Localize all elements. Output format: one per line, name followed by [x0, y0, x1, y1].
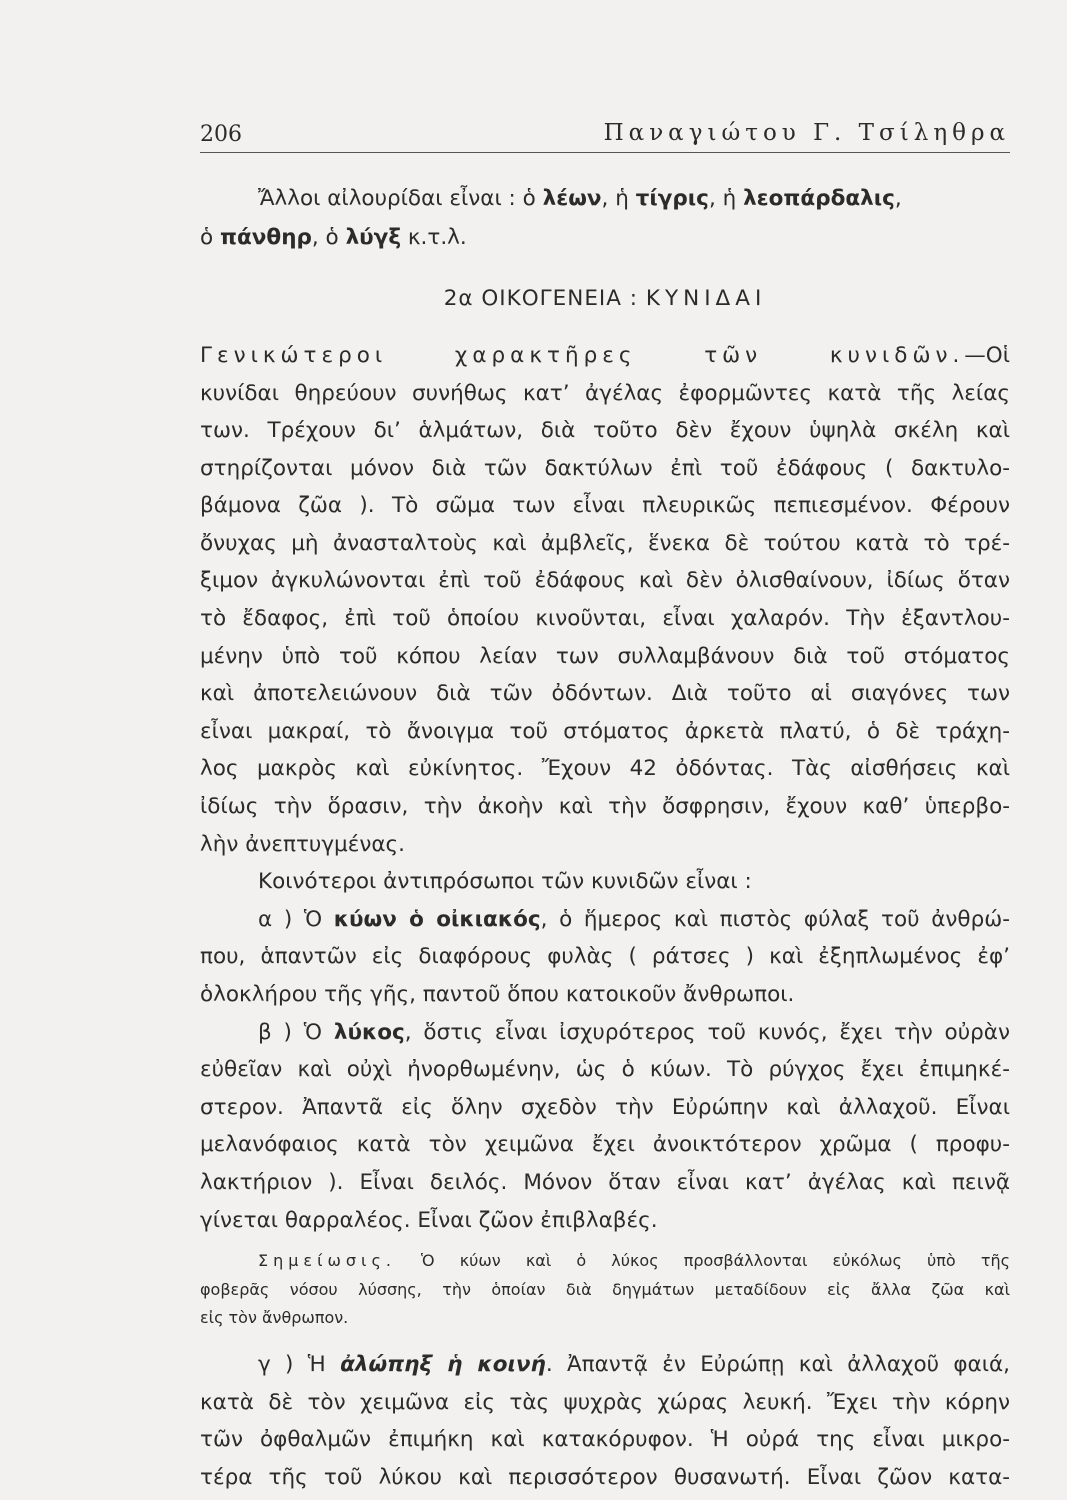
- text-line: στερον. Ἀπαντᾶ εἰς ὅλην σχεδὸν τὴν Εὐρώπην καὶ ἀλλαχοῦ. Εἶναι: [200, 1094, 1010, 1120]
- text-line: μένην ὑπὸ τοῦ κόπου λείαν των συλλαμβάνουν διὰ τοῦ στόματος: [200, 643, 1010, 669]
- text-line: εἶναι μακραί, τὸ ἄνοιγμα τοῦ στόματος ἀρκετὰ πλατύ, ὁ δὲ τράχη-: [200, 718, 1010, 744]
- family-heading: 2α ΟΙΚΟΓΕΝΕΙΑ : ΚΥΝΙΔΑΙ: [443, 285, 767, 311]
- text-line: τέρα τῆς τοῦ λύκου καὶ περισσότερον θυσανωτή. Εἶναι ζῶον κατα-: [200, 1465, 1010, 1490]
- text-line: βάμονα ζῶα ). Τὸ σῶμα των εἶναι πλευρικῶς πεπιεσμένον. Φέρουν: [200, 493, 1010, 519]
- text-line: ὁ πάνθηρ, ὁ λύγξ κ.τ.λ.: [200, 225, 467, 251]
- text-line: ξιμον ἀγκυλώνονται ἐπὶ τοῦ ἐδάφους καὶ δὲν ὀλισθαίνουν, ἰδίως ὅταν: [200, 568, 1010, 594]
- text-line: κατὰ δὲ τὸν χειμῶνα εἰς τὰς ψυχρὰς χώρας λευκή. Ἔχει τὴν κόρην: [200, 1389, 1010, 1415]
- text-line: ὁλοκλήρου τῆς γῆς, παντοῦ ὅπου κατοικοῦν ἄνθρωποι.: [200, 981, 795, 1007]
- text-line: καὶ ἀποτελειώνουν διὰ τῶν ὀδόντων. Διὰ τοῦτο αἱ σιαγόνες των: [200, 681, 1010, 707]
- text-line: ὄνυχας μὴ ἀνασταλτοὺς καὶ ἀμβλεῖς, ἕνεκα δὲ τούτου κατὰ τὸ τρέ-: [200, 530, 1010, 556]
- text-line: μελανόφαιος κατὰ τὸν χειμῶνα ἔχει ἀνοικτότερον χρῶμα ( προφυ-: [200, 1132, 1010, 1158]
- text-line: λος μακρὸς καὶ εὐκίνητος. Ἔχουν 42 ὀδόντας. Τὰς αἰσθήσεις καὶ: [200, 756, 1010, 782]
- list-item-a: α ) Ὁ κύων ὁ οἰκιακός, ὁ ἥμερος καὶ πιστὸς φύλαξ τοῦ ἀνθρώ-: [258, 906, 1010, 932]
- text-line: κυνίδαι θηρεύουν συνήθως κατ’ ἀγέλας ἐφορμῶντες κατὰ τῆς λείας: [200, 380, 1010, 406]
- page-number: 206: [200, 122, 242, 147]
- section-heading-line: Γενικώτεροι χαρακτῆρες τῶν κυνιδῶν.—Οἱ: [200, 342, 1010, 368]
- note-line: εἰς τὸν ἄνθρωπον.: [200, 1308, 349, 1328]
- text-line: Ἄλλοι αἰλουρίδαι εἶναι : ὁ λέων, ἡ τίγρις, ἡ λεοπάρδαλις,: [258, 186, 902, 211]
- note-line: φοβερᾶς νόσου λύσσης, τὴν ὁποίαν διὰ δηγμάτων μεταδίδουν εἰς ἄλλα ζῶα καὶ: [200, 1279, 1010, 1299]
- text-line: εὐθεῖαν καὶ οὐχὶ ἠνορθωμένην, ὡς ὁ κύων. Τὸ ρύγχος ἔχει ἐπιμηκέ-: [200, 1057, 1010, 1083]
- text-line: τῶν ὀφθαλμῶν ἐπιμήκη καὶ κατακόρυφον. Ἡ οὐρά της εἶναι μικρο-: [200, 1427, 1010, 1453]
- running-head: Παναγιώτου Γ. Τσίληθρα: [603, 120, 1010, 146]
- text-line: των. Τρέχουν δι’ ἁλμάτων, διὰ τοῦτο δὲν ἔχουν ὑψηλὰ σκέλη καὶ: [200, 418, 1010, 444]
- text-line: τὸ ἔδαφος, ἐπὶ τοῦ ὁποίου κινοῦνται, εἶναι χαλαρόν. Τὴν ἐξαντλου-: [200, 606, 1010, 632]
- text-line: Κοινότεροι ἀντιπρόσωποι τῶν κυνιδῶν εἶναι :: [258, 869, 752, 895]
- text-line: που, ἁπαντῶν εἰς διαφόρους φυλὰς ( ράτσες ) καὶ ἐξηπλωμένος ἐφ’: [200, 944, 1010, 970]
- list-item-c: γ ) Ἡ ἀλώπηξ ἡ κοινή. Ἀπαντᾷ ἐν Εὐρώπῃ καὶ ἀλλαχοῦ φαιά,: [258, 1352, 1010, 1378]
- text-line: λὴν ἀνεπτυγμένας.: [200, 831, 405, 857]
- page-header: [200, 116, 1010, 153]
- text-line: ἰδίως τὴν ὅρασιν, τὴν ἀκοὴν καὶ τὴν ὄσφρησιν, ἔχουν καθ’ ὑπερβο-: [200, 794, 1010, 820]
- text-line: λακτήριον ). Εἶναι δειλός. Μόνον ὅταν εἶναι κατ’ ἀγέλας καὶ πεινᾷ: [200, 1169, 1010, 1195]
- text-line: στηρίζονται μόνον διὰ τῶν δακτύλων ἐπὶ τοῦ ἐδάφους ( δακτυλο-: [200, 455, 1010, 481]
- note-line: Σημείωσις. Ὁ κύων καὶ ὁ λύκος προσβάλλονται εὐκόλως ὑπὸ τῆς: [258, 1250, 1010, 1270]
- text-line: γίνεται θαρραλέος. Εἶναι ζῶον ἐπιβλαβές.: [200, 1207, 658, 1233]
- list-item-b: β ) Ὁ λύκος, ὅστις εἶναι ἰσχυρότερος τοῦ κυνός, ἔχει τὴν οὐρὰν: [258, 1019, 1010, 1045]
